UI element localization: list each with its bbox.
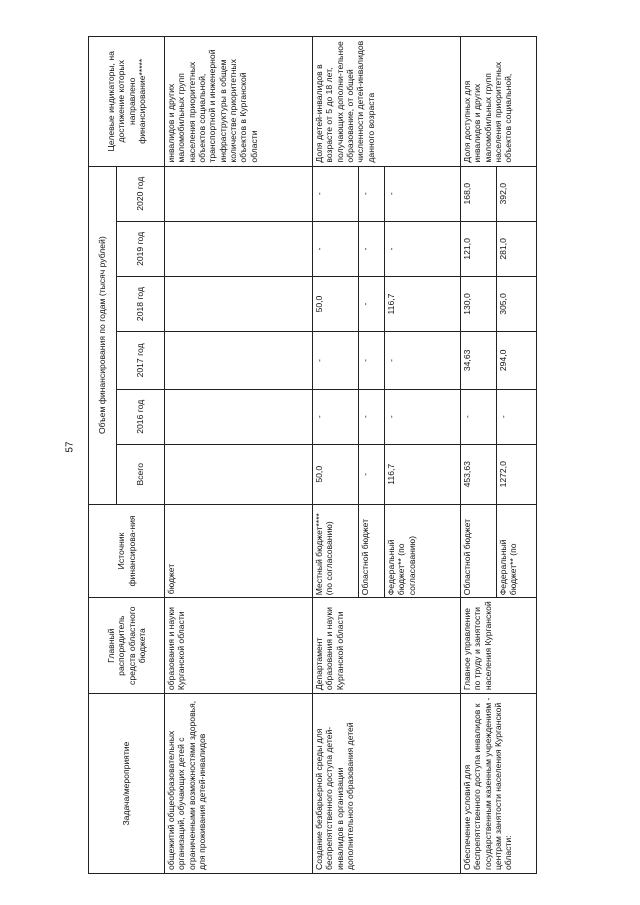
value-cell: 392,0 (497, 166, 537, 221)
value-cell: - (313, 221, 359, 276)
value-cell: - (313, 166, 359, 221)
page-number: 57 (64, 441, 76, 453)
value-cell: - (359, 221, 385, 276)
table-row (313, 37, 359, 874)
task-cell: Создание безбарьерной среды для беспрепятственного доступа детей-инвалидов в организации дополнительного образования детей (313, 694, 461, 874)
header-2019: 2019 год (117, 221, 165, 276)
source-cell: Федеральный бюджет** (по согласованию) (385, 504, 461, 598)
value-cell (165, 389, 313, 444)
financing-table (88, 36, 537, 874)
value-cell: 294,0 (497, 332, 537, 390)
value-cell: 50,0 (313, 444, 359, 504)
header-2018: 2018 год (117, 276, 165, 331)
value-cell: 305,0 (497, 276, 537, 331)
source-cell: бюджет (165, 504, 313, 598)
value-cell (165, 221, 313, 276)
header-2017: 2017 год (117, 332, 165, 390)
value-cell: 121,0 (461, 221, 497, 276)
source-cell: Областной бюджет (359, 504, 385, 598)
target-cell: инвалидов и других маломобильных групп населения приоритетных объектов социальной, транспортной и инженерной инфраструктуры в общем количестве приоритетных объектов в Курганской области (165, 37, 313, 167)
value-cell: - (359, 332, 385, 390)
value-cell (165, 332, 313, 390)
value-cell: - (359, 166, 385, 221)
source-cell: Областной бюджет (461, 504, 497, 598)
source-cell: Федеральный бюджет** (по (497, 504, 537, 598)
manager-cell: Департамент образования и науки Курганской области (313, 598, 461, 694)
value-cell: 453,63 (461, 444, 497, 504)
value-cell (165, 444, 313, 504)
value-cell: - (497, 389, 537, 444)
header-source: Источник финансирова-ния (89, 504, 165, 598)
value-cell: 281,0 (497, 221, 537, 276)
value-cell (165, 166, 313, 221)
value-cell: 34,63 (461, 332, 497, 390)
value-cell: - (313, 389, 359, 444)
table-row (461, 37, 497, 874)
value-cell: 130,0 (461, 276, 497, 331)
task-cell: Обеспечение условий для беспрепятственного доступа инвалидов к государственным казенным учреждениям - центрам занятости населения Курганской области: (461, 694, 537, 874)
table-row (165, 37, 313, 874)
header-targets: Целевые индикаторы, на достижение которых направлено финансирование***** (89, 37, 165, 167)
value-cell: 116,7 (385, 444, 461, 504)
header-task: Задача/мероприятие (89, 694, 165, 874)
value-cell: - (359, 389, 385, 444)
target-cell: Доля детей-инвалидов в возрасте от 5 до 18 лет, получающих дополни-тельное образование, от общей численности детей-инвалидов данного возраста (313, 37, 461, 167)
value-cell: - (359, 276, 385, 331)
value-cell: - (461, 389, 497, 444)
header-total: Всего (117, 444, 165, 504)
value-cell: 116,7 (385, 276, 461, 331)
value-cell: - (385, 166, 461, 221)
manager-cell: Главное управление по труду и занятости населения Курганской (461, 598, 537, 694)
header-volume: Объем финансирования по годам (тысяч рублей) (89, 166, 117, 504)
value-cell: - (385, 221, 461, 276)
value-cell: - (385, 389, 461, 444)
manager-cell: образования и науки Курганской области (165, 598, 313, 694)
header-manager: Главный распорядитель средств областного бюджета (89, 598, 165, 694)
value-cell: - (313, 332, 359, 390)
value-cell: 1272,0 (497, 444, 537, 504)
target-cell: Доля доступных для инвалидов и других маломобильных групп населения приоритетных объектов социальной, (461, 37, 537, 167)
rotated-page (88, 36, 625, 874)
value-cell: - (359, 444, 385, 504)
header-2020: 2020 год (117, 166, 165, 221)
value-cell: 50,0 (313, 276, 359, 331)
task-cell: общежитий общеобразовательных организаций, обучающих детей с ограниченными возможностями здоровья, для проживания детей-инвалидов (165, 694, 313, 874)
value-cell (165, 276, 313, 331)
value-cell: 168,0 (461, 166, 497, 221)
source-cell: Местный бюджет**** (по согласованию) (313, 504, 359, 598)
header-2016: 2016 год (117, 389, 165, 444)
value-cell: - (385, 332, 461, 390)
